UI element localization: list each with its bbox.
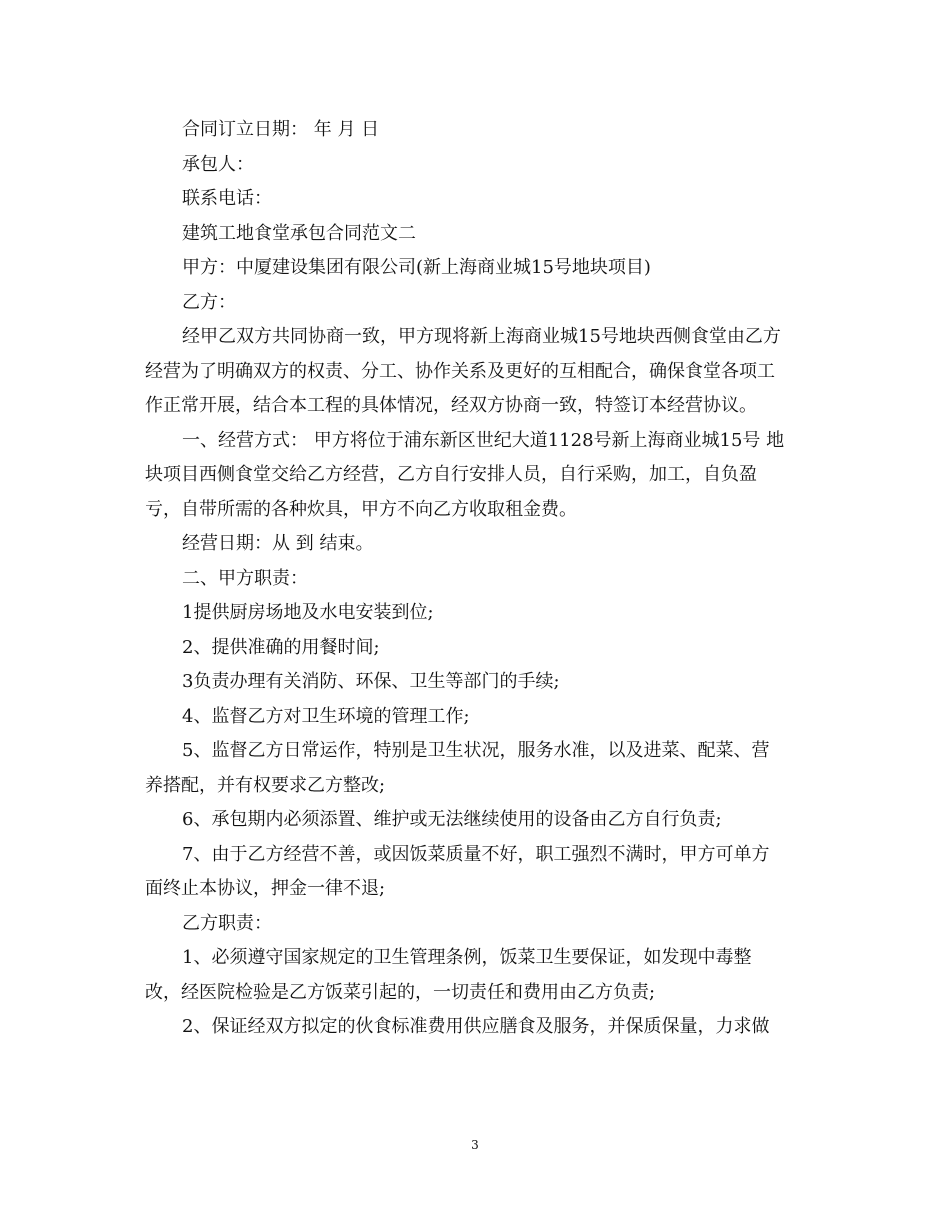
document-body [145, 113, 825, 1045]
text-line: 养搭配，并有权要求乙方整改; [145, 774, 386, 796]
text-line: 1提供厨房场地及水电安装到位; [182, 602, 434, 623]
text-line: 2、保证经双方拟定的伙食标准费用供应膳食及服务，并保质保量，力求做 [182, 1016, 770, 1037]
text-line: 7、由于乙方经营不善，或因饭菜质量不好，职工强烈不满时，甲方可单方 [182, 843, 770, 865]
text-line: 6、承包期内必须添置、维护或无法继续使用的设备由乙方自行负责; [182, 809, 722, 830]
text-line: 经甲乙双方共同协商一致，甲方现将新上海商业城15号地块西侧食堂由乙方 [182, 326, 781, 347]
text-line: 建筑工地食堂承包合同范文二 [182, 222, 416, 244]
text-line: 乙方职责： [182, 912, 272, 934]
text-line: 块项目西侧食堂交给乙方经营，乙方自行安排人员，自行采购，加工，自负盈 [145, 464, 757, 485]
text-line: 甲方：中厦建设集团有限公司(新上海商业城15号地块项目) [182, 257, 651, 278]
text-line: 亏，自带所需的各种炊具，甲方不向乙方收取租金费。 [145, 498, 577, 520]
text-line: 4、监督乙方对卫生环境的管理工作; [182, 705, 470, 727]
text-line: 一、经营方式： 甲方将位于浦东新区世纪大道1128号新上海商业城15号 地 [182, 429, 785, 451]
page-number: 3 [471, 1138, 479, 1152]
text-line: 3负责办理有关消防、环保、卫生等部门的手续; [182, 671, 560, 692]
text-line: 作正常开展，结合本工程的具体情况，经双方协商一致，特签订本经营协议。 [145, 395, 757, 416]
text-line: 经营为了明确双方的权责、分工、协作关系及更好的互相配合，确保食堂各项工 [145, 360, 775, 382]
text-line: 面终止本协议，押金一律不退; [145, 878, 386, 899]
text-line: 1、必须遵守国家规定的卫生管理条例，饭菜卫生要保证，如发现中毒整 [182, 947, 752, 968]
text-line: 5、监督乙方日常运作，特别是卫生状况，服务水准，以及进菜、配菜、营 [182, 740, 770, 761]
text-line: 承包人： [182, 153, 254, 175]
text-line: 2、提供准确的用餐时间; [182, 636, 380, 658]
text-line: 联系电话： [182, 188, 272, 209]
text-line: 改，经医院检验是乙方饭菜引起的，一切责任和费用由乙方负责; [145, 981, 656, 1003]
text-line: 合同订立日期： 年 月 日 [182, 119, 380, 140]
text-line: 二、甲方职责： [182, 567, 308, 589]
text-line: 经营日期：从 到 结束。 [182, 533, 374, 554]
text-line: 乙方： [182, 291, 236, 313]
